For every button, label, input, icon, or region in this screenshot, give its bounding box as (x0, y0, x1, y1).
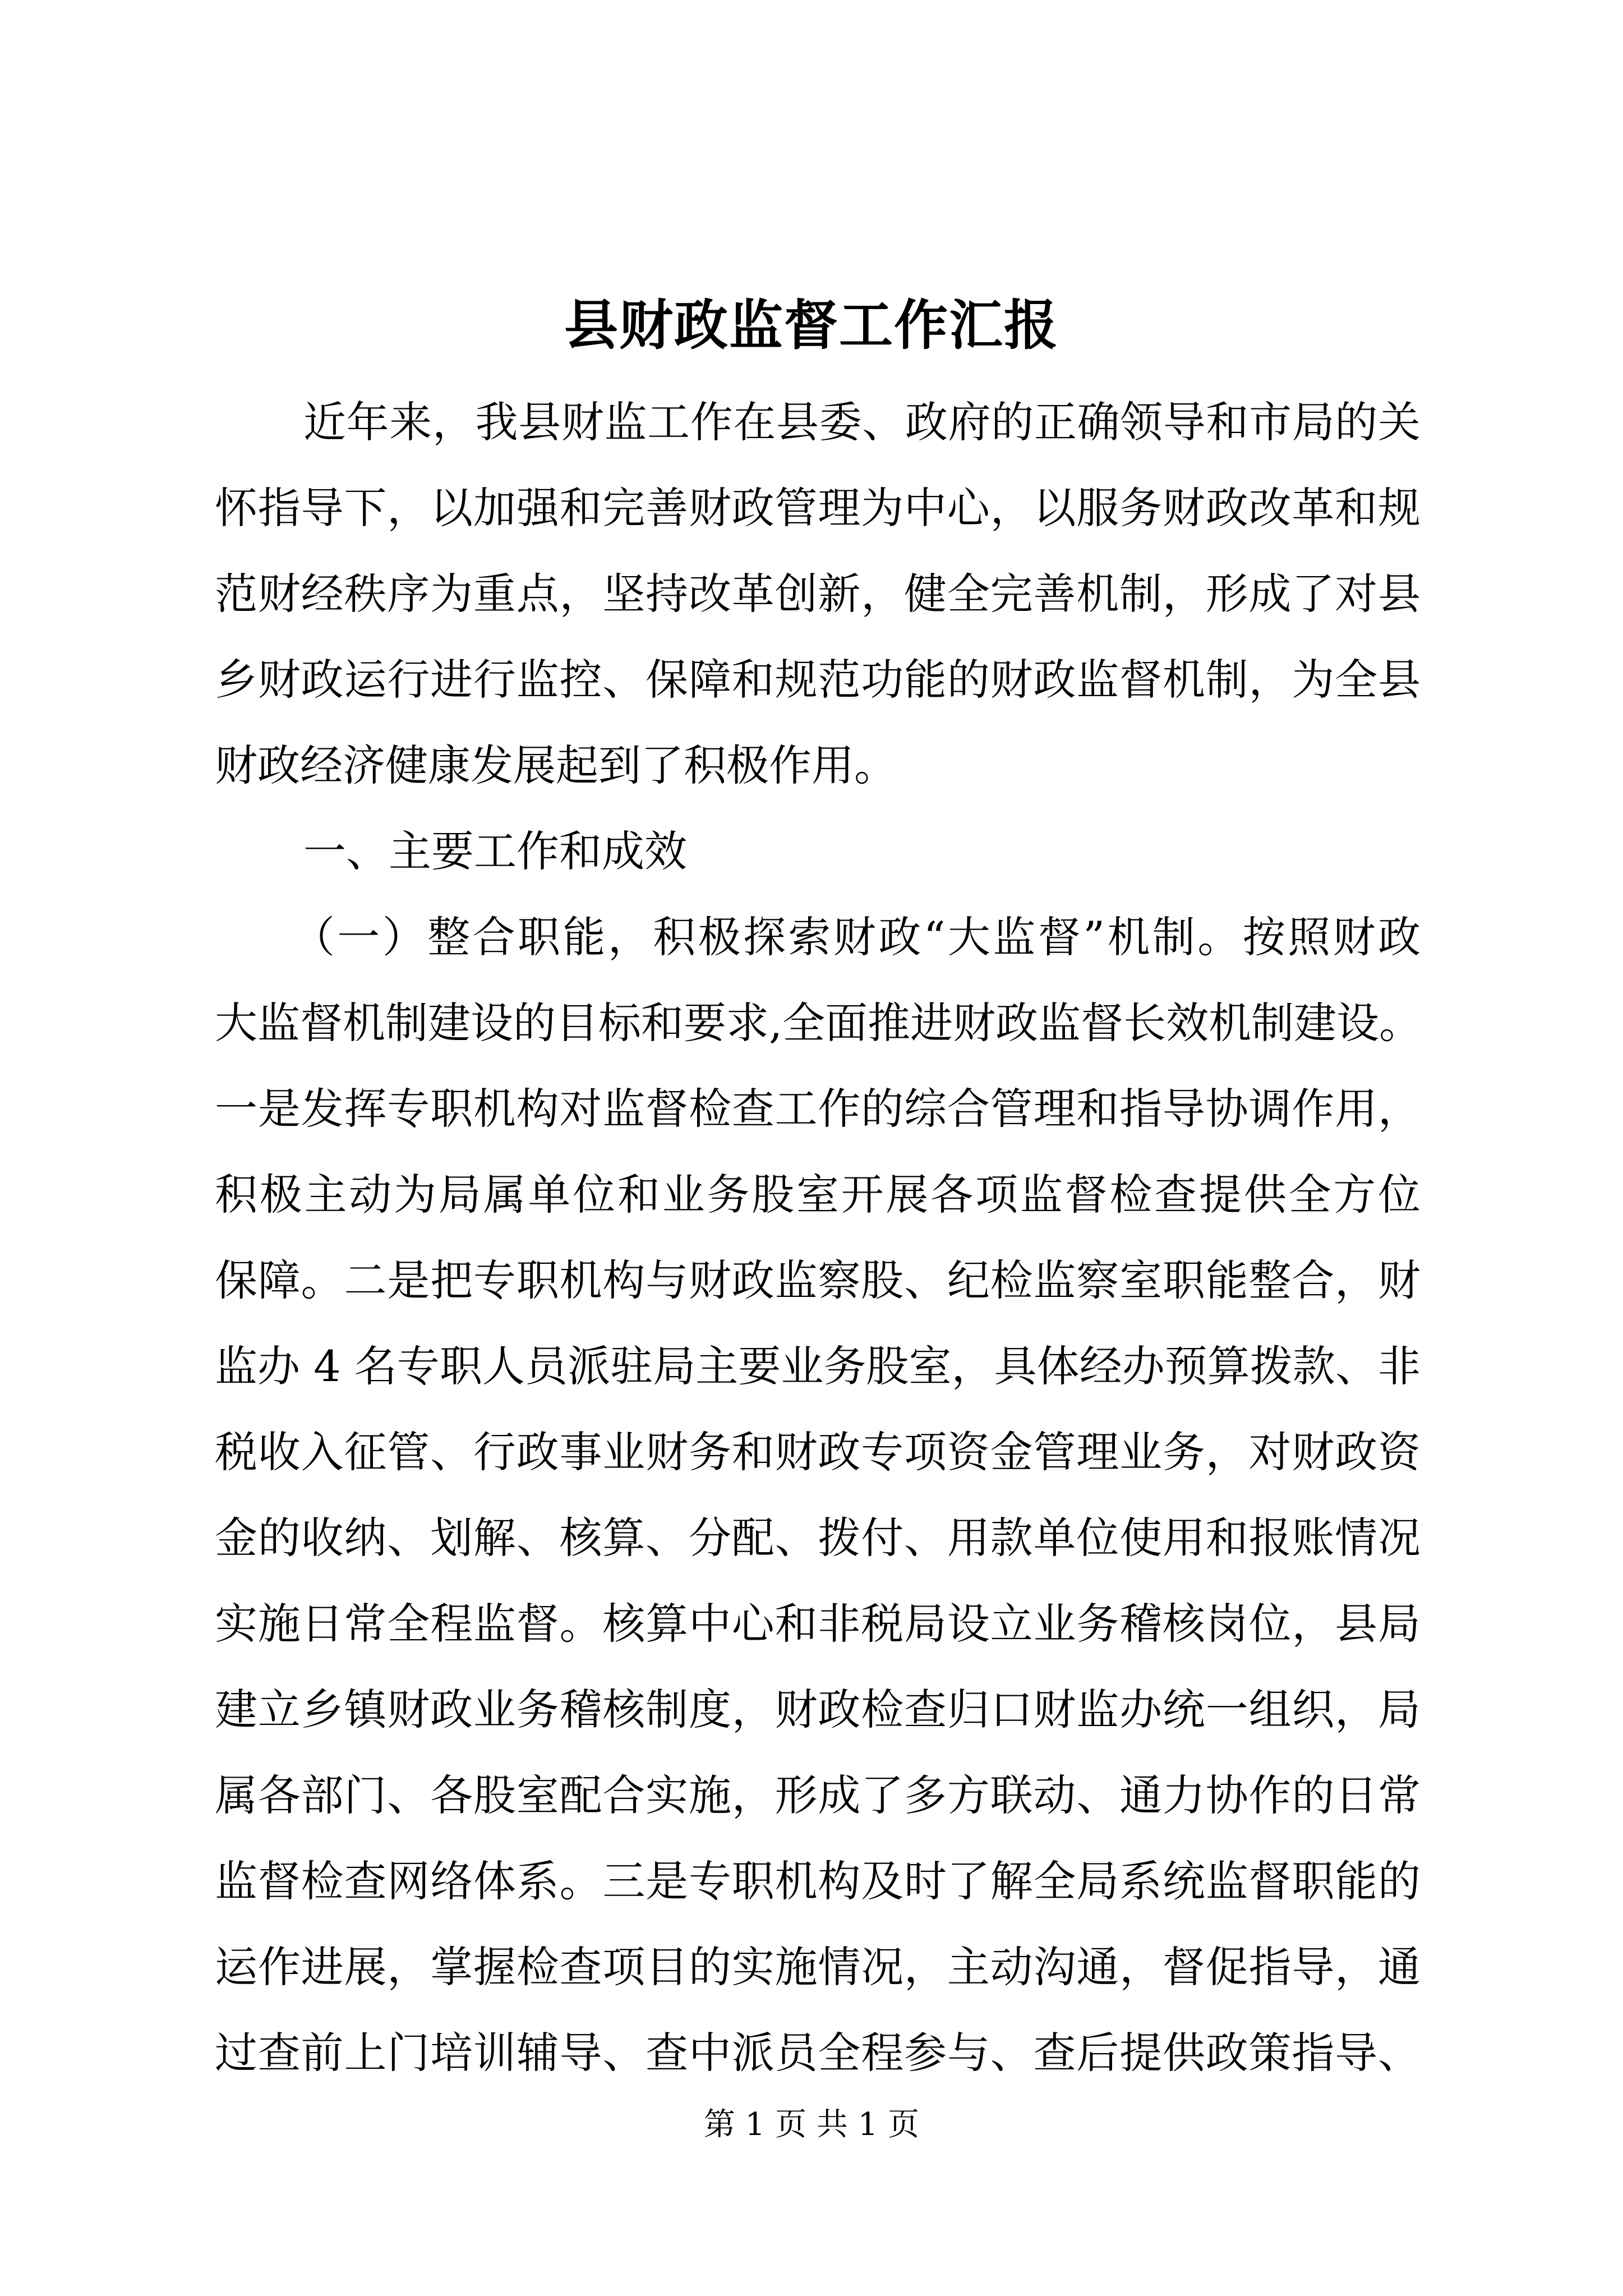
paragraph-line: 近年来，我县财监工作在县委、政府的正确领导和市局的关 (303, 397, 1421, 447)
paragraph-line: 乡财政运行进行监控、保障和规范功能的财政监督机制，为全县 (215, 655, 1421, 705)
document-title: 县财政监督工作汇报 (564, 293, 1059, 357)
section-heading: 一、主要工作和成效 (303, 826, 687, 876)
paragraph-line: 大监督机制建设的目标和要求,全面推进财政监督长效机制建设。 (215, 998, 1422, 1048)
paragraph-line: 实施日常全程监督。核算中心和非税局设立业务稽核岗位，县局 (215, 1599, 1421, 1649)
paragraph-line: 运作进展，掌握检查项目的实施情况，主动沟通，督促指导，通 (215, 1942, 1421, 1992)
paragraph-line: 过查前上门培训辅导、查中派员全程参与、查后提供政策指导、 (215, 2028, 1421, 2078)
paragraph-line: 一是发挥专职机构对监督检查工作的综合管理和指导协调作用， (215, 1084, 1421, 1134)
paragraph-line: 积极主动为局属单位和业务股室开展各项监督检查提供全方位 (215, 1170, 1421, 1220)
paragraph-line: 监督检查网络体系。三是专职机构及时了解全局系统监督职能的 (215, 1856, 1421, 1906)
page-footer: 第 1 页 共 1 页 (703, 2106, 920, 2143)
paragraph-line: 财政经济健康发展起到了积极作用。 (215, 740, 897, 790)
paragraph-line: 金的收纳、划解、核算、分配、拨付、用款单位使用和报账情况 (215, 1513, 1421, 1563)
paragraph-line: 属各部门、各股室配合实施，形成了多方联动、通力协作的日常 (215, 1770, 1421, 1820)
paragraph-line: （一）整合职能，积极探索财政“大监督”机制。按照财政 (292, 912, 1421, 962)
paragraph-line: 税收入征管、行政事业财务和财政专项资金管理业务，对财政资 (215, 1427, 1421, 1477)
paragraph-line: 保障。二是把专职机构与财政监察股、纪检监察室职能整合，财 (215, 1255, 1421, 1305)
paragraph-line: 怀指导下，以加强和完善财政管理为中心，以服务财政改革和规 (215, 483, 1421, 533)
paragraph-line: 建立乡镇财政业务稽核制度，财政检查归口财监办统一组织，局 (215, 1685, 1421, 1734)
document-body (215, 379, 1421, 2096)
paragraph-line: 范财经秩序为重点，坚持改革创新，健全完善机制，形成了对县 (215, 569, 1421, 619)
paragraph-line: 监办 4 名专职人员派驻局主要业务股室，具体经办预算拨款、非 (215, 1341, 1421, 1391)
